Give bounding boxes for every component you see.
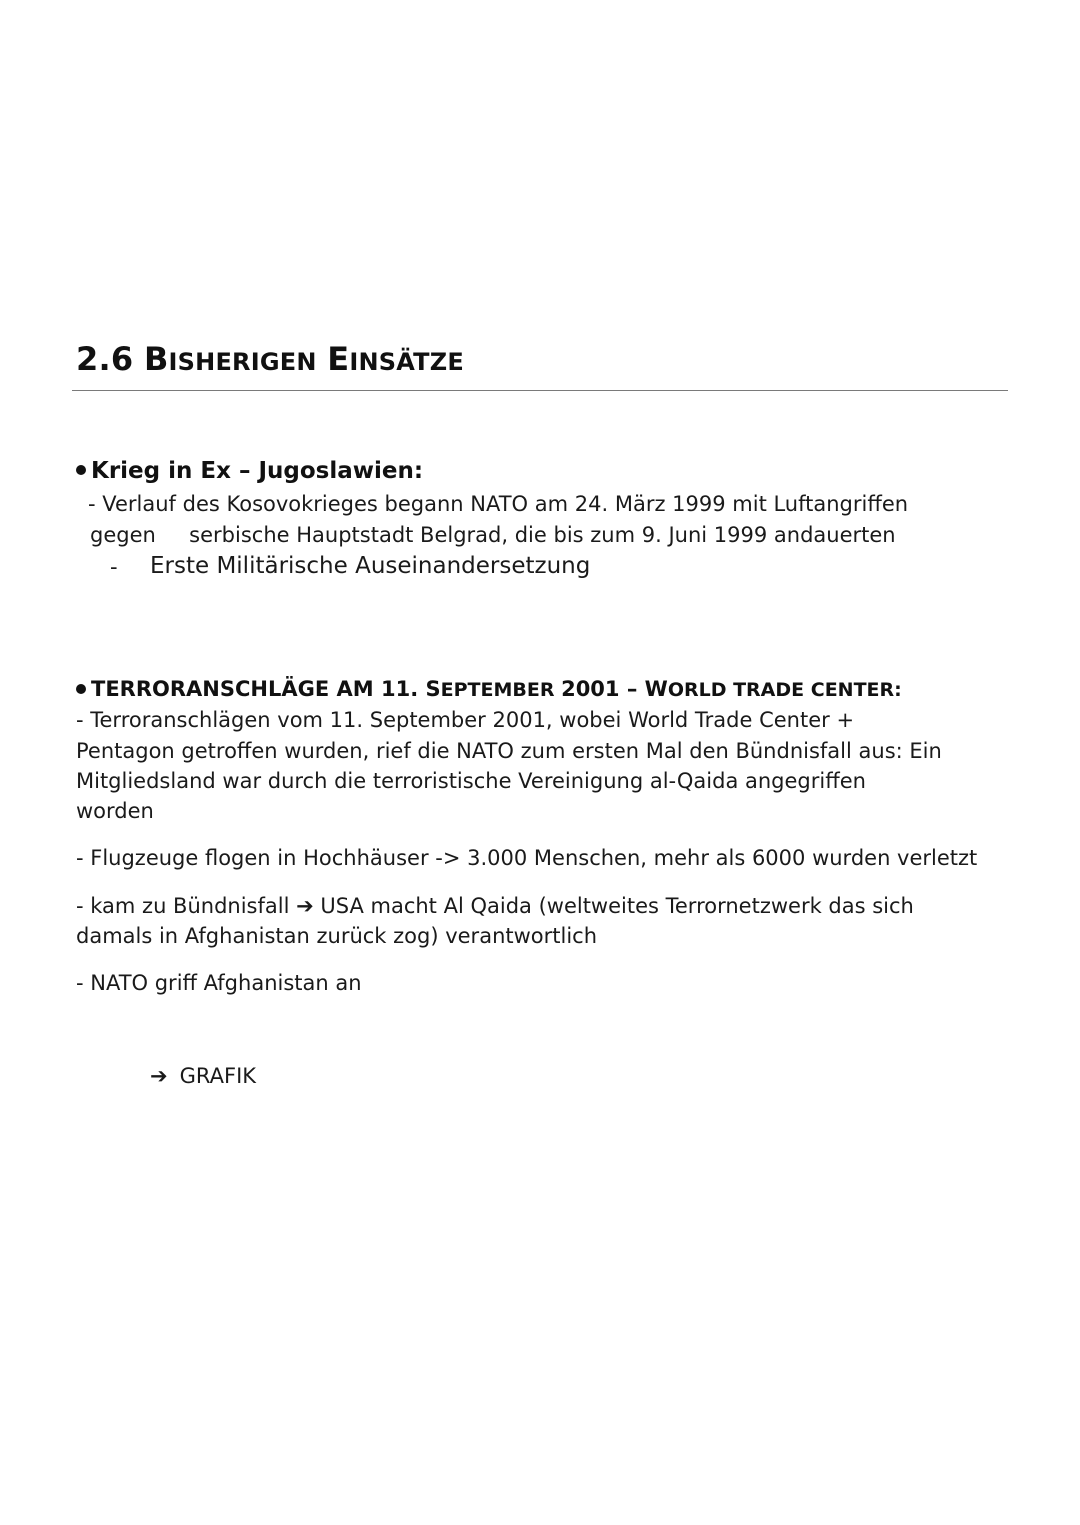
section2-para3-line-2: damals in Afghanistan zurück zog) verantwortlich xyxy=(76,924,598,948)
arrow-right-icon: ➔ xyxy=(150,1064,168,1088)
bullet-icon xyxy=(76,465,86,475)
section2-para1-line-1: - Terroranschlägen vom 11. September 2001, wobei World Trade Center + xyxy=(76,708,855,732)
section-heading xyxy=(76,340,464,378)
heading-word2-initial: E xyxy=(327,340,350,378)
grafik-reference xyxy=(150,1064,256,1088)
section1-title xyxy=(76,458,423,484)
section2-title xyxy=(76,677,902,701)
section2-para4: - NATO griff Afghanistan an xyxy=(76,971,362,995)
section1-line-1: - Verlauf des Kosovokrieges begann NATO am 24. März 1999 mit Luftangriffen xyxy=(88,492,909,516)
section2-title-part3: EPTEMBER xyxy=(440,679,562,701)
section2-para1-line-4: worden xyxy=(76,799,154,823)
bullet-icon xyxy=(76,684,86,694)
heading-underline xyxy=(72,390,1008,391)
heading-word2-rest: INSÄTZE xyxy=(349,348,464,376)
section2-title-part4: 2001 – W xyxy=(561,677,668,701)
section2-title-part5: ORLD TRADE CENTER: xyxy=(667,679,902,701)
section2-para1-line-3: Mitgliedsland war durch die terroristische Vereinigung al-Qaida angegriffen xyxy=(76,769,866,793)
heading-word1-rest: ISHERIGEN xyxy=(168,348,317,376)
heading-word1-initial: B xyxy=(143,340,169,378)
section1-sub-item: Erste Militärische Auseinandersetzung xyxy=(150,553,591,579)
section2-title-part2: 11. S xyxy=(380,677,441,701)
section2-para3-line-1: - kam zu Bündnisfall ➔ USA macht Al Qaida (weltweites Terrornetzwerk das sich xyxy=(76,894,914,918)
heading-number: 2.6 xyxy=(76,340,134,378)
section2-para2: - Flugzeuge flogen in Hochhäuser -> 3.000 Menschen, mehr als 6000 wurden verletzt xyxy=(76,846,978,870)
section2-para1-line-2: Pentagon getroffen wurden, rief die NATO zum ersten Mal den Bündnisfall aus: Ein xyxy=(76,739,942,763)
section2-title-part1: TERRORANSCHLÄGE AM xyxy=(91,677,381,701)
section1-sub-dash: - xyxy=(110,555,118,579)
section1-title-text: Krieg in Ex – Jugoslawien: xyxy=(91,458,424,484)
section1-line-2: gegen serbische Hauptstadt Belgrad, die bis zum 9. Juni 1999 andauerten xyxy=(90,523,896,547)
grafik-label: GRAFIK xyxy=(179,1064,257,1088)
